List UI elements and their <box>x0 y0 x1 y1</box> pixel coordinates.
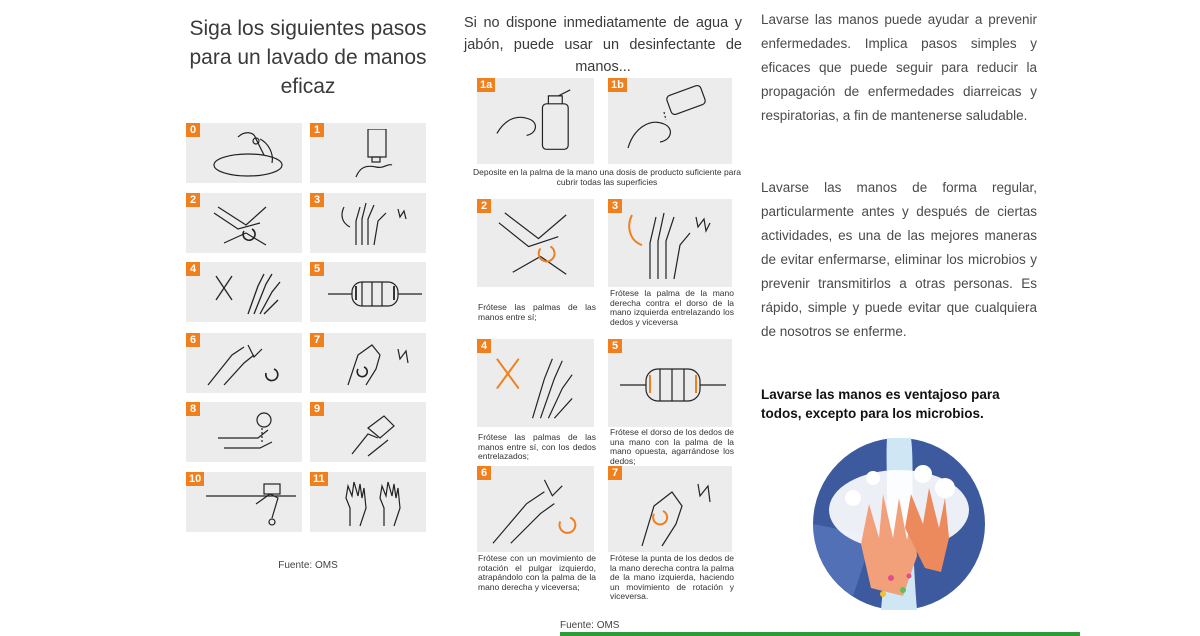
step-tile-3m <box>608 199 732 287</box>
step-badge-5m: 5 <box>608 339 622 353</box>
step-tile-1b <box>608 78 732 164</box>
intro-paragraph: Lavarse las manos puede ayudar a prevenir enfermedades. Implica pasos simples y eficaces que puede seguir para reducir la propagación de enfermedades diarreicas y respiratorias, a fin de mantenerse saludable. <box>761 12 1037 123</box>
step-badge-9: 9 <box>310 402 324 416</box>
middle-title: Si no dispone inmediatamente de agua y jabón, puede usar un desinfectante de manos... <box>464 15 742 75</box>
middle-column <box>460 0 744 636</box>
step-badge-7m: 7 <box>608 466 622 480</box>
step-badge-3: 3 <box>310 193 324 207</box>
step-badge-1b: 1b <box>608 78 627 92</box>
soap-dispenser-icon <box>328 129 422 179</box>
dry-towel-icon <box>328 408 422 458</box>
step-tile-8 <box>186 402 302 462</box>
step-badge-6m: 6 <box>477 466 491 480</box>
sanitizer-pour-icon <box>620 82 726 160</box>
step-badge-3m: 3 <box>608 199 622 213</box>
step-tile-3 <box>310 193 426 253</box>
caption-6: Frótese con un movimiento de rotación el pulgar izquierdo, atrapándolo con la palma de la mano derecha y viceversa; <box>478 553 596 592</box>
step-badge-2: 2 <box>186 193 200 207</box>
thumb-rotate-icon <box>204 339 298 389</box>
step-tile-5 <box>310 262 426 322</box>
step-badge-4m: 4 <box>477 339 491 353</box>
left-title <box>184 14 432 101</box>
sink-icon <box>204 129 298 179</box>
hands-washing-illustration <box>813 438 985 610</box>
left-title-line-2: para un lavado de manos <box>189 46 427 69</box>
step-badge-10: 10 <box>186 472 204 486</box>
step-tile-2 <box>186 193 302 253</box>
step-tile-10 <box>186 472 302 532</box>
footer-accent-line <box>560 632 1080 636</box>
step-badge-6: 6 <box>186 333 200 347</box>
step-tile-6 <box>186 333 302 393</box>
cross-arrows-icon <box>204 268 298 318</box>
caption-3: Frótese la palma de la mano derecha contra el dorso de la mano izquierda entrelazando los dedos y viceversa <box>610 288 734 327</box>
fingertips-rotation-icon <box>620 470 726 548</box>
caption-1: Deposite en la palma de la mano una dosis de producto suficiente para cubrir todas las superficies <box>473 167 741 187</box>
rinse-hands-icon <box>204 408 298 458</box>
step-tile-6m <box>477 466 594 552</box>
step-badge-4: 4 <box>186 262 200 276</box>
caption-7: Frótese la punta de los dedos de la mano derecha contra la palma de la mano izquierda, haciendo un movimiento de rotación y viceversa. <box>610 553 734 601</box>
step-tile-0 <box>186 123 302 183</box>
caption-2: Frótese las palmas de las manos entre sí; <box>478 302 596 322</box>
caption-4: Frótese las palmas de las manos entre sí, con los dedos entrelazados; <box>478 432 596 461</box>
step-badge-11: 11 <box>310 472 328 486</box>
close-tap-icon <box>204 478 298 528</box>
back-of-hand-icon <box>328 199 422 249</box>
step-badge-5: 5 <box>310 262 324 276</box>
palms-rotate-icon <box>489 203 588 282</box>
sanitizer-bottle-icon <box>489 82 588 159</box>
step-badge-2m: 2 <box>477 199 491 213</box>
step-tile-1 <box>310 123 426 183</box>
left-source: Fuente: OMS <box>278 560 338 571</box>
interlocked-fingers-icon <box>328 268 422 318</box>
step-tile-9 <box>310 402 426 462</box>
thumb-rotation-icon <box>489 470 588 547</box>
step-badge-7: 7 <box>310 333 324 347</box>
step-tile-5m <box>608 339 732 427</box>
left-title-line-1: Siga los siguientes pasos <box>189 17 427 40</box>
left-title-line-3: eficaz <box>280 75 336 98</box>
step-badge-8: 8 <box>186 402 200 416</box>
fingertips-palm-icon <box>328 339 422 389</box>
palms-rub-icon <box>204 199 298 249</box>
step-badge-0: 0 <box>186 123 200 137</box>
step-badge-1a: 1a <box>477 78 495 92</box>
finger-grip-icon <box>620 343 726 423</box>
clean-hands-icon <box>328 478 422 528</box>
step-tile-11 <box>310 472 426 532</box>
highlight-text: Lavarse las manos es ventajoso para todos, excepto para los microbios. <box>761 387 1000 421</box>
caption-5: Frótese el dorso de los dedos de una mano con la palma de la mano opuesta, agarrándose los dedos; <box>610 427 734 466</box>
body-paragraph: Lavarse las manos de forma regular, particularmente antes y después de ciertas actividades, es una de las mejores maneras de evitar enfermarse, eliminar los microbios y prevenir transmitirlos a otras personas. Es rápido, simple y puede evitar que cualquiera de nosotros se enferme. <box>761 180 1037 339</box>
step-tile-7 <box>310 333 426 393</box>
step-tile-2m <box>477 199 594 287</box>
step-tile-4 <box>186 262 302 322</box>
back-hand-rub-icon <box>620 203 726 283</box>
step-tile-1a <box>477 78 594 164</box>
step-badge-1: 1 <box>310 123 324 137</box>
middle-source: Fuente: OMS <box>560 620 620 631</box>
right-column <box>761 0 1037 636</box>
step-tile-4m <box>477 339 594 427</box>
left-column <box>184 0 432 636</box>
step-tile-7m <box>608 466 732 552</box>
interlaced-fingers-icon <box>489 343 588 422</box>
